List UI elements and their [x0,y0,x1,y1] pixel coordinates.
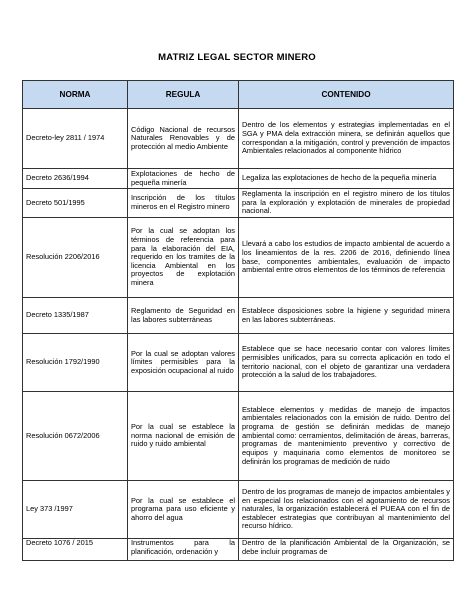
table-row [23,218,454,298]
regula-cell: Inscripción de los títulos mineros en el Registro minero [128,189,239,218]
column-header-contenido: CONTENIDO [239,81,454,109]
table-row [23,334,454,392]
contenido-cell: Dentro de la planificación Ambiental de la Organización, se debe incluir programas de [239,539,454,561]
norma-cell: Decreto 501/1995 [23,189,128,218]
table-row [23,481,454,539]
norma-cell: Resolución 1792/1990 [23,334,128,392]
regula-cell: Por la cual se adoptan valores límites permisibles para la exposición ocupacional al ruido [128,334,239,392]
contenido-cell: Llevará a cabo los estudios de impacto ambiental de acuerdo a los lineamientos de la res. 2206 de 2016, definiendo línea base, componentes ambientales, evaluación de impacto ambiental entre otros elementos de los términos de referencia [239,218,454,298]
contenido-cell: Establece disposiciones sobre la higiene y seguridad minera en las labores subterráneas. [239,298,454,334]
contenido-cell: Legaliza las explotaciones de hecho de la pequeña minería [239,169,454,189]
table-header-row [23,81,454,109]
column-header-norma: NORMA [23,81,128,109]
norma-cell: Decreto-ley 2811 / 1974 [23,109,128,169]
legal-matrix-table [22,80,454,561]
table-row [23,189,454,218]
column-header-regula: REGULA [128,81,239,109]
norma-cell: Ley 373 /1997 [23,481,128,539]
regula-cell: Por la cual se adoptan los términos de referencia para para la elaboración del EIA, requerido en los tramites de la licencia Ambiental en los proyectos de explotación minera [128,218,239,298]
contenido-cell: Establece que se hace necesario contar con valores límites permisibles unificados, para su correcta aplicación en todo el territorio nacional, con el objeto de garantizar una verdadera protección a la salud de los trabajadores. [239,334,454,392]
norma-cell: Decreto 2636/1994 [23,169,128,189]
table-row [23,539,454,561]
regula-cell: Instrumentos para la planificación, ordenación y [128,539,239,561]
contenido-cell: Dentro de los elementos y estrategias implementadas en el SGA y PMA dela extracción minera, se definirán aquellos que correspondan a la mitigación, control y prevención de impactos Ambientales relacionados al componente hídrico [239,109,454,169]
contenido-cell: Dentro de los programas de manejo de impactos ambientales y en especial los relacionados con el agotamiento de recursos naturales, la organización establecerá el PUEAA con el fin de establecer estrategias que contribuyan al mantenimiento del recurso hídrico. [239,481,454,539]
table-row [23,298,454,334]
norma-cell: Decreto 1076 / 2015 [23,539,128,561]
table-row [23,392,454,481]
norma-cell: Resolución 0672/2006 [23,392,128,481]
norma-cell: Decreto 1335/1987 [23,298,128,334]
table-row [23,109,454,169]
norma-cell: Resolución 2206/2016 [23,218,128,298]
contenido-cell: Reglamenta la inscripción en el registro minero de los títulos para la exploración y explotación de minerales de propiedad nacional. [239,189,454,218]
regula-cell: Explotaciones de hecho de pequeña minería [128,169,239,189]
regula-cell: Reglamento de Seguridad en las labores subterráneas [128,298,239,334]
regula-cell: Por la cual se establece la norma nacional de emisión de ruido y ruido ambiental [128,392,239,481]
regula-cell: Por la cual se establece el programa para uso eficiente y ahorro del agua [128,481,239,539]
table-row [23,169,454,189]
regula-cell: Código Nacional de recursos Naturales Renovables y de protección al medio Ambiente [128,109,239,169]
document-title: MATRIZ LEGAL SECTOR MINERO [158,52,316,63]
contenido-cell: Establece elementos y medidas de manejo de impactos ambientales relacionados con la emisión de ruido. Dentro del programa de gestión se definirán medidas de manejo ambiental como: cerramientos, delimitación de áreas, barreras, programas de mantenimiento preventivo y correctivo de equipos y maquinaria como elementos de monitoreo se definirán los programas de medición de ruido [239,392,454,481]
